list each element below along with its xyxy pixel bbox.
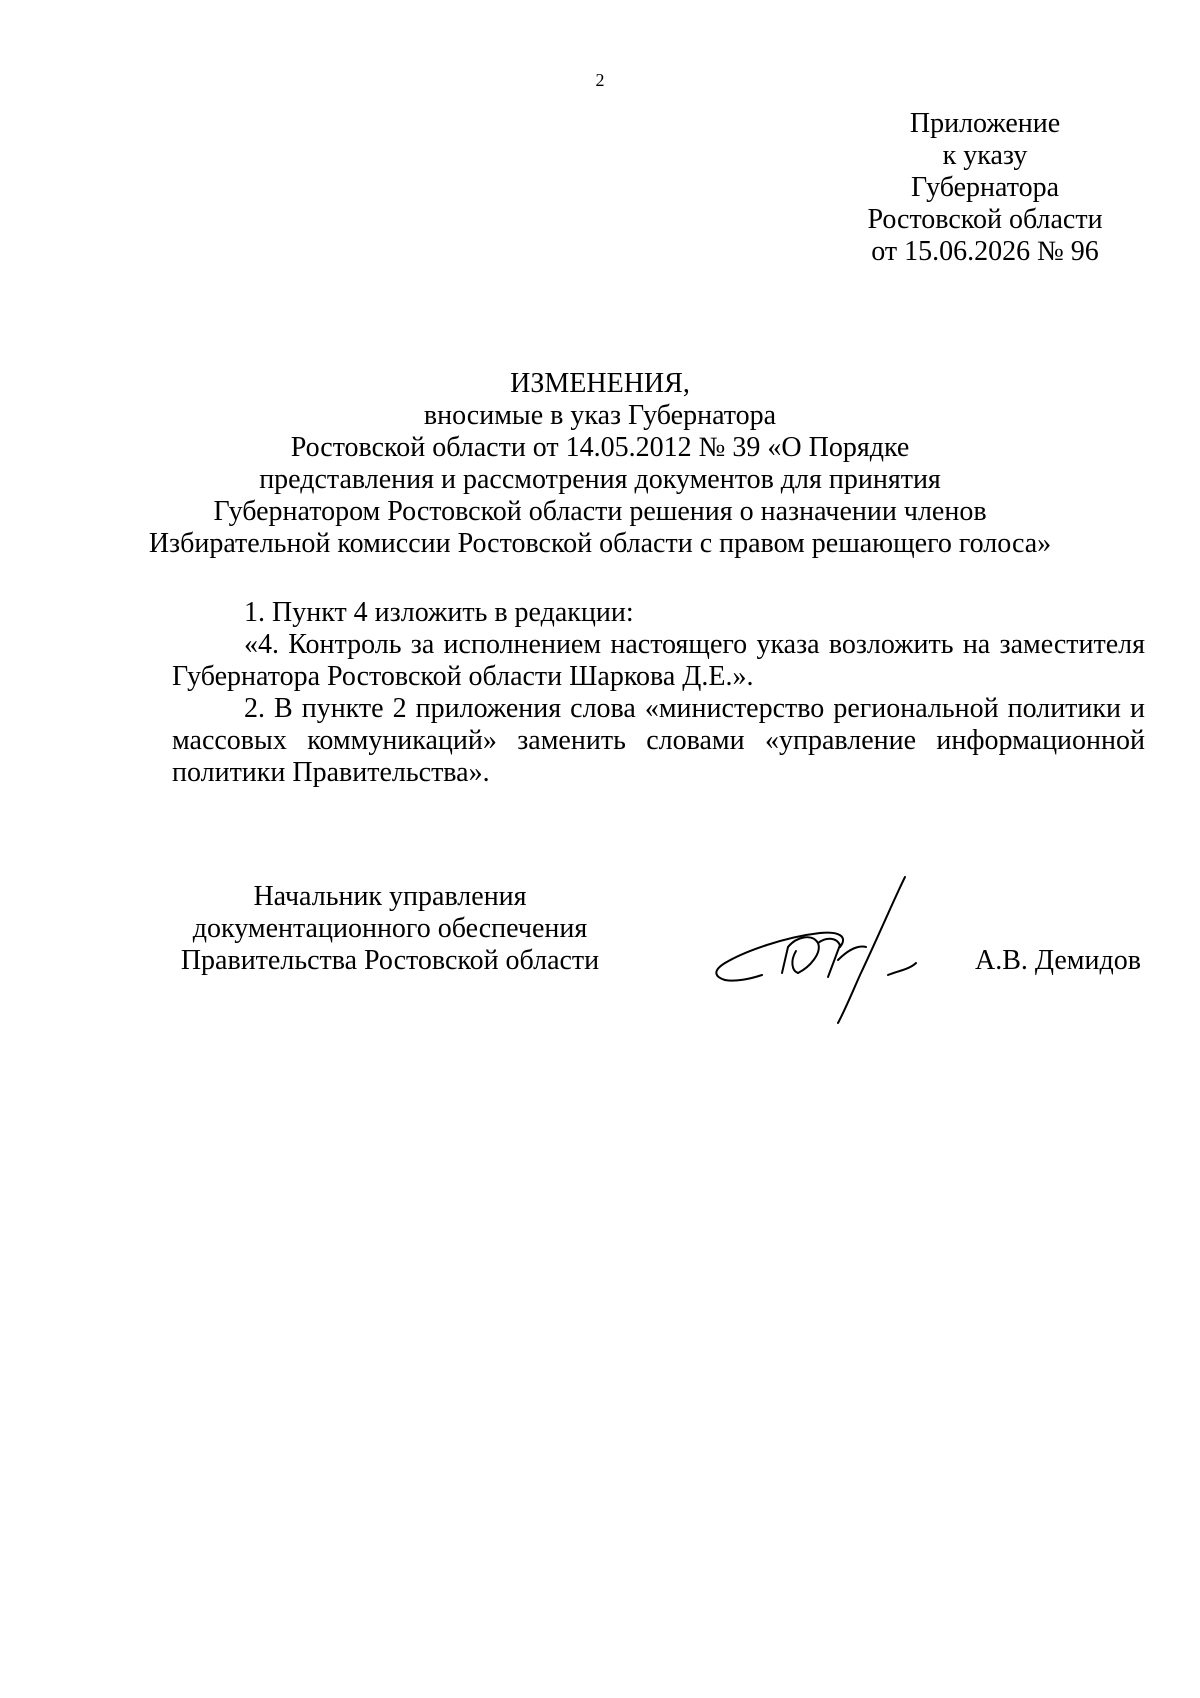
appendix-line: Приложение: [909, 108, 1061, 139]
appendix-line: Губернатора: [910, 172, 1060, 203]
title-line: ИЗМЕНЕНИЯ,: [510, 368, 690, 399]
title-line: Избирательной комиссии Ростовской области с правом решающего голоса»: [148, 528, 1052, 559]
appendix-line: от 15.06.2026 № 96: [871, 236, 1099, 267]
title-line: Ростовской области от 14.05.2012 № 39 «О Порядке: [290, 432, 910, 463]
body-paragraph: 1. Пункт 4 изложить в редакции:: [244, 597, 634, 628]
appendix-block: [840, 108, 1130, 268]
appendix-line: Ростовской области: [867, 204, 1103, 235]
signatory-position: [170, 881, 610, 977]
body-paragraph: «4. Контроль за исполнением настоящего указа возложить на заместителя Губернатора Ростовской области Шаркова Д.Е.».: [172, 629, 1145, 692]
position-line: Начальник управления: [253, 881, 527, 912]
title-line: Губернатором Ростовской области решения о назначении членов: [213, 496, 987, 527]
handwritten-signature: [670, 865, 960, 1025]
page-number: 2: [595, 70, 605, 90]
document-title: [100, 368, 1100, 560]
position-line: документационного обеспечения: [192, 913, 588, 944]
title-line: представления и рассмотрения документов для принятия: [259, 464, 941, 495]
title-line: вносимые в указ Губернатора: [423, 400, 777, 431]
document-body: [172, 597, 1145, 789]
position-line: Правительства Ростовской области: [180, 945, 600, 976]
body-paragraph: 2. В пункте 2 приложения слова «министерство региональной политики и массовых коммуникаций» заменить словами «управление информационной политики Правительства».: [172, 693, 1145, 788]
signatory-name: А.В. Демидов: [975, 945, 1141, 976]
appendix-line: к указу: [942, 140, 1028, 171]
